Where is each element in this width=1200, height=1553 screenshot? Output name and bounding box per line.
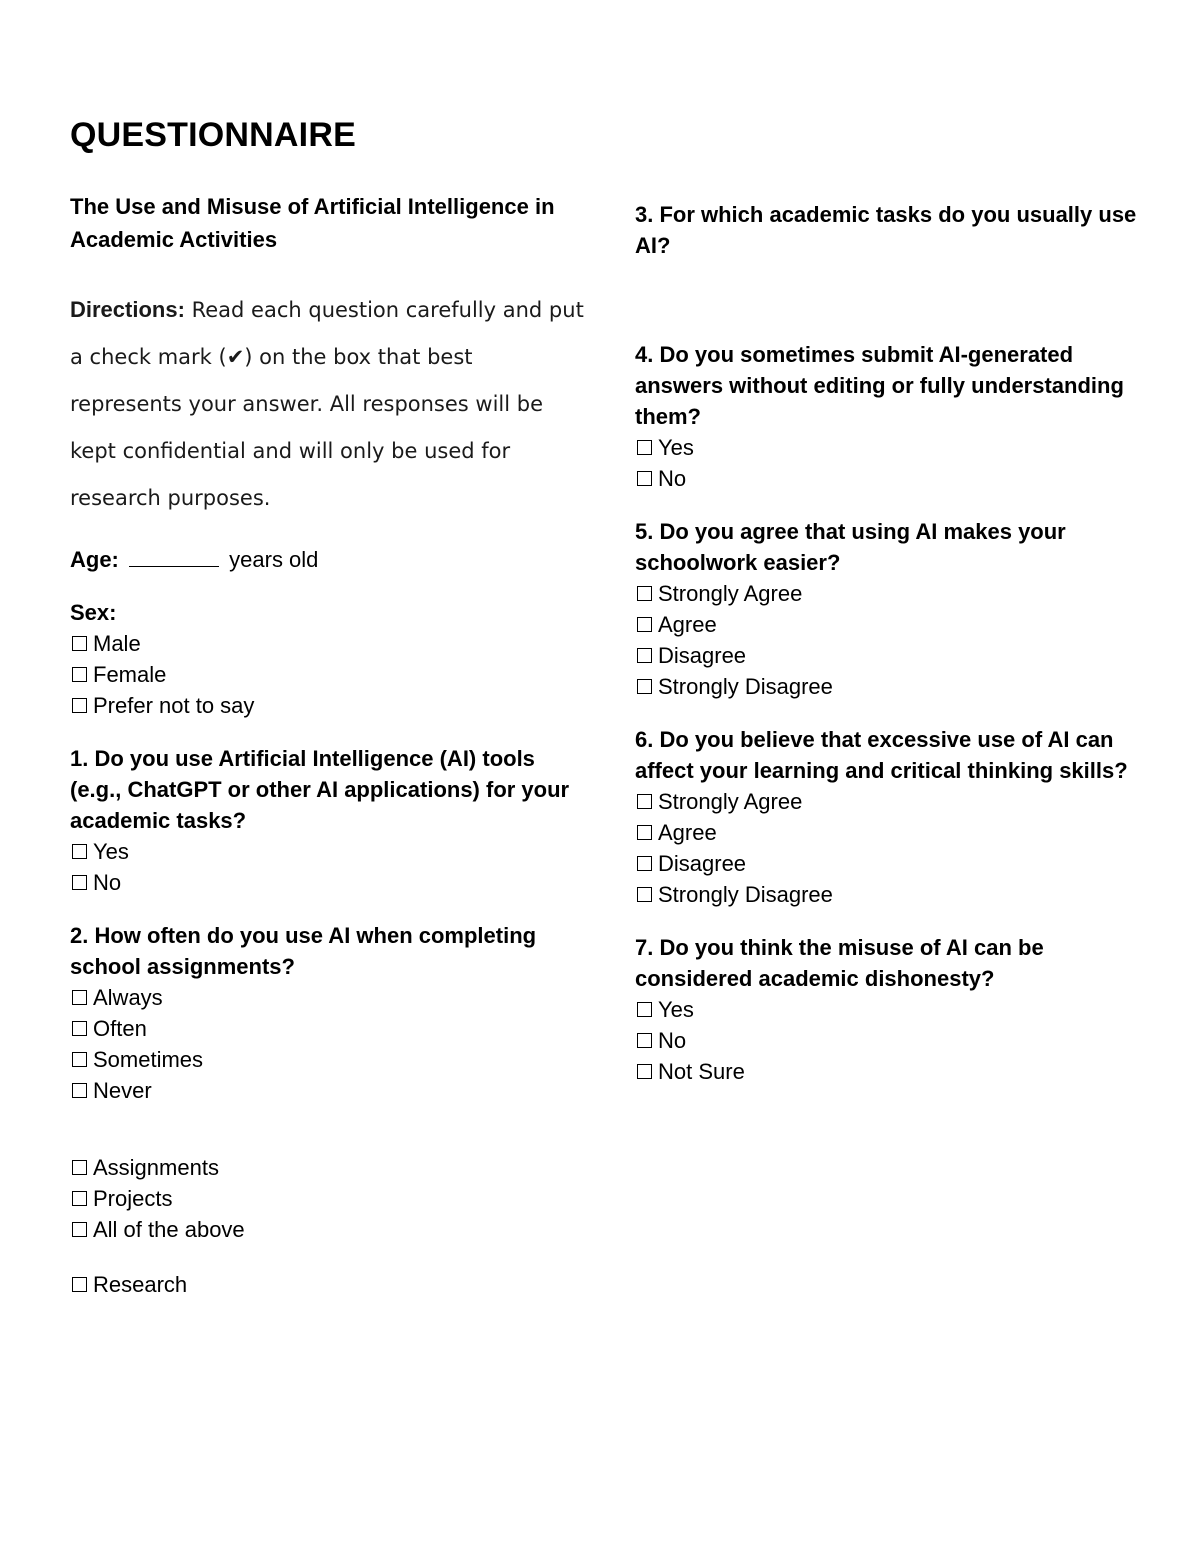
question-7-text: 7. Do you think the misuse of AI can be considered academic dishonesty? xyxy=(635,935,1044,991)
q3-option-all-of-the-above[interactable]: All of the above xyxy=(70,1214,590,1245)
q3-option-assignments[interactable]: Assignments xyxy=(70,1152,590,1183)
question-7 xyxy=(635,932,1155,1087)
sex-question xyxy=(70,597,590,721)
q1-option-yes[interactable]: Yes xyxy=(70,836,590,867)
question-2-text: 2. How often do you use AI when completing school assignments? xyxy=(70,923,537,979)
question-2 xyxy=(70,920,590,1106)
q7-option-not-sure[interactable]: Not Sure xyxy=(635,1056,1155,1087)
option-male[interactable]: Male xyxy=(70,628,590,659)
checkbox-icon[interactable] xyxy=(72,1277,87,1292)
questionnaire-subtitle: The Use and Misuse of Artificial Intelligence in Academic Activities xyxy=(70,194,555,252)
page-title: QUESTIONNAIRE xyxy=(70,116,356,154)
q3-option-research[interactable]: Research xyxy=(70,1269,590,1300)
sex-label: Sex: xyxy=(70,600,117,625)
checkbox-icon[interactable] xyxy=(72,1222,87,1237)
checkbox-icon[interactable] xyxy=(72,1083,87,1098)
left-column xyxy=(70,190,590,1300)
directions-label: Directions: xyxy=(70,297,185,322)
q6-option-agree[interactable]: Agree xyxy=(635,817,1155,848)
checkbox-icon[interactable] xyxy=(637,679,652,694)
checkbox-icon[interactable] xyxy=(72,636,87,651)
age-blank-input[interactable] xyxy=(129,548,219,567)
checkbox-icon[interactable] xyxy=(637,648,652,663)
age-field xyxy=(70,544,590,575)
q7-option-no[interactable]: No xyxy=(635,1025,1155,1056)
age-suffix: years old xyxy=(229,547,319,572)
question-3-text: 3. For which academic tasks do you usually use AI? xyxy=(635,202,1137,258)
option-female[interactable]: Female xyxy=(70,659,590,690)
checkbox-icon[interactable] xyxy=(637,856,652,871)
question-1-text: 1. Do you use Artificial Intelligence (AI) tools (e.g., ChatGPT or other AI applications) for your academic tasks? xyxy=(70,746,570,833)
directions-paragraph xyxy=(70,286,590,522)
checkbox-icon[interactable] xyxy=(637,1033,652,1048)
question-6 xyxy=(635,724,1155,910)
question-1 xyxy=(70,743,590,898)
q2-option-always[interactable]: Always xyxy=(70,982,590,1013)
question-5-text: 5. Do you agree that using AI makes your schoolwork easier? xyxy=(635,519,1066,575)
checkbox-icon[interactable] xyxy=(637,586,652,601)
q4-option-no[interactable]: No xyxy=(635,463,1155,494)
q7-option-yes[interactable]: Yes xyxy=(635,994,1155,1025)
checkbox-icon[interactable] xyxy=(72,667,87,682)
q2-option-never[interactable]: Never xyxy=(70,1075,590,1106)
question-4 xyxy=(635,339,1155,494)
checkbox-icon[interactable] xyxy=(637,825,652,840)
option-prefer-not-to-say[interactable]: Prefer not to say xyxy=(70,690,590,721)
checkbox-icon[interactable] xyxy=(72,990,87,1005)
q2-option-often[interactable]: Often xyxy=(70,1013,590,1044)
age-label: Age: xyxy=(70,547,119,572)
checkbox-icon[interactable] xyxy=(637,794,652,809)
checkbox-icon[interactable] xyxy=(72,875,87,890)
q1-option-no[interactable]: No xyxy=(70,867,590,898)
checkbox-icon[interactable] xyxy=(72,844,87,859)
question-4-text: 4. Do you sometimes submit AI-generated answers without editing or fully understanding them? xyxy=(635,342,1124,429)
directions-text: Read each question carefully and put a check mark (✔) on the box that best represents your answer. All responses will be kept confidential and will only be used for research purposes. xyxy=(70,298,584,510)
q4-option-yes[interactable]: Yes xyxy=(635,432,1155,463)
q5-option-strongly-agree[interactable]: Strongly Agree xyxy=(635,578,1155,609)
checkbox-icon[interactable] xyxy=(72,698,87,713)
q6-option-strongly-agree[interactable]: Strongly Agree xyxy=(635,786,1155,817)
checkbox-icon[interactable] xyxy=(637,1002,652,1017)
checkbox-icon[interactable] xyxy=(72,1052,87,1067)
checkbox-icon[interactable] xyxy=(637,471,652,486)
checkbox-icon[interactable] xyxy=(72,1021,87,1036)
question-3-options xyxy=(70,1152,590,1300)
checkbox-icon[interactable] xyxy=(637,617,652,632)
checkbox-icon[interactable] xyxy=(637,1064,652,1079)
q6-option-strongly-disagree[interactable]: Strongly Disagree xyxy=(635,879,1155,910)
right-column xyxy=(635,199,1155,1087)
question-3 xyxy=(635,199,1155,261)
question-5 xyxy=(635,516,1155,702)
q5-option-strongly-disagree[interactable]: Strongly Disagree xyxy=(635,671,1155,702)
checkbox-icon[interactable] xyxy=(637,440,652,455)
q3-option-projects[interactable]: Projects xyxy=(70,1183,590,1214)
checkbox-icon[interactable] xyxy=(72,1160,87,1175)
q2-option-sometimes[interactable]: Sometimes xyxy=(70,1044,590,1075)
checkbox-icon[interactable] xyxy=(72,1191,87,1206)
q5-option-disagree[interactable]: Disagree xyxy=(635,640,1155,671)
question-6-text: 6. Do you believe that excessive use of AI can affect your learning and critical thinking skills? xyxy=(635,727,1128,783)
checkbox-icon[interactable] xyxy=(637,887,652,902)
q6-option-disagree[interactable]: Disagree xyxy=(635,848,1155,879)
q5-option-agree[interactable]: Agree xyxy=(635,609,1155,640)
